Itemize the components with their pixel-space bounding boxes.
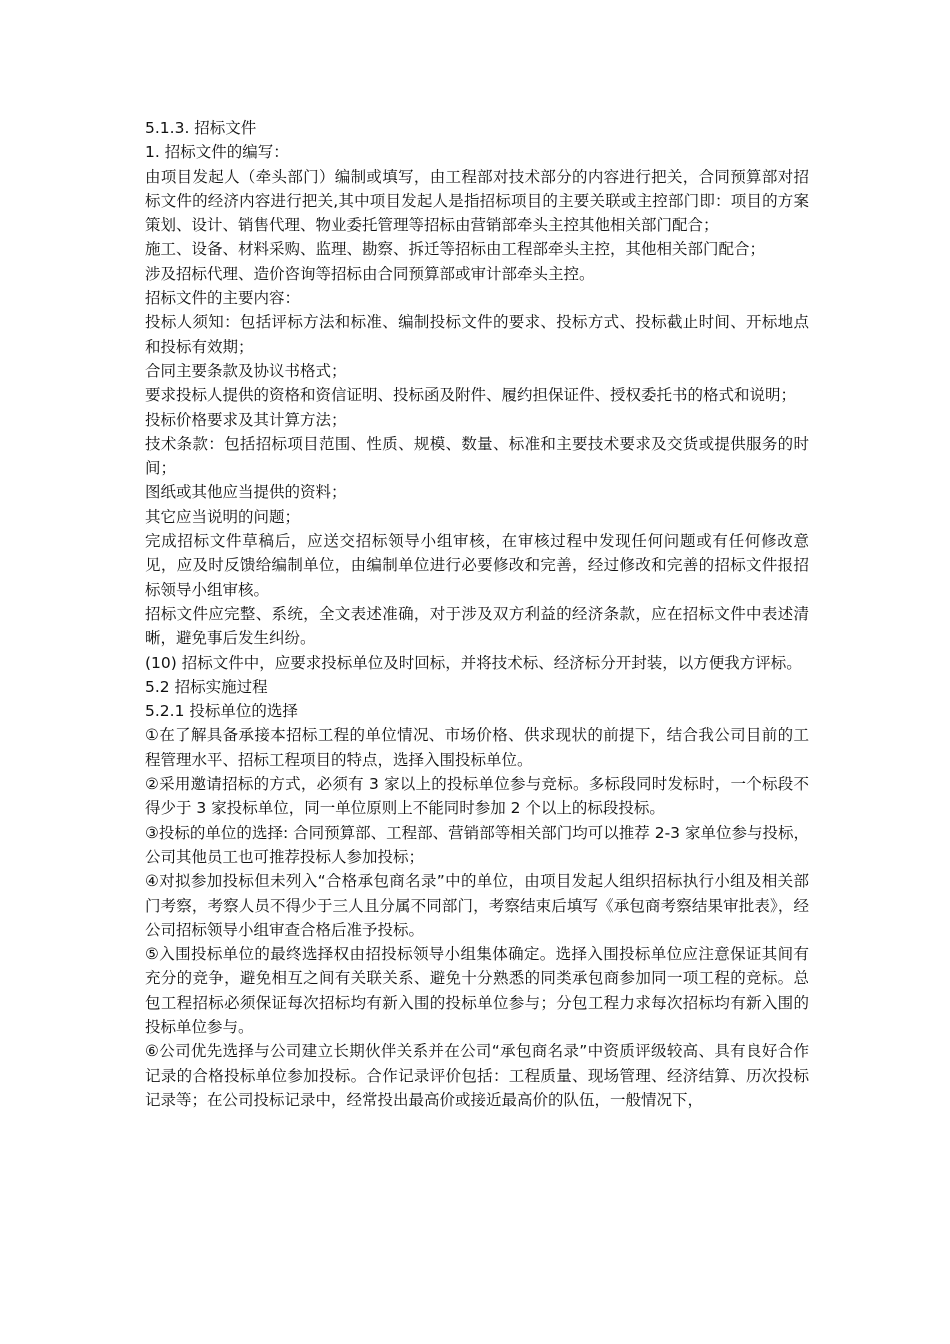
paragraph: 要求投标人提供的资格和资信证明、投标函及附件、履约担保证件、授权委托书的格式和说明；	[145, 386, 797, 405]
document-body	[145, 116, 809, 1112]
paragraph: (10) 招标文件中，应要求投标单位及时回标，并将技术标、经济标分开封装，以方便我方评标。	[145, 653, 802, 672]
paragraph: 招标文件应完整、系统，全文表述准确，对于涉及双方利益的经济条款，应在招标文件中表述清晰，避免事后发生纠纷。	[145, 604, 809, 648]
paragraph: 施工、设备、材料采购、监理、勘察、拆迁等招标由工程部牵头主控，其他相关部门配合；	[145, 240, 766, 259]
paragraph: 招标文件的主要内容：	[145, 289, 301, 308]
list-item: ①在了解具备承接本招标工程的单位情况、市场价格、供求现状的前提下，结合我公司目前的工程管理水平、招标工程项目的特点，选择入围投标单位。	[145, 726, 809, 769]
paragraph: 技术条款：包括招标项目范围、性质、规模、数量、标准和主要技术要求及交货或提供服务的时间；	[145, 434, 809, 478]
list-item: ⑥公司优先选择与公司建立长期伙伴关系并在公司“承包商名录”中资质评级较高、具有良好合作记录的合格投标单位参加投标。合作记录评价包括：工程质量、现场管理、经济结算、历次投标记录等；在公司投标记录中，经常投出最高价或接近最高价的队伍，一般情况下，	[145, 1042, 809, 1109]
list-item: ⑤入围投标单位的最终选择权由招投标领导小组集体确定。选择入围投标单位应注意保证其间有充分的竞争，避免相互之间有关联关系、避免十分熟悉的同类承包商参加同一项工程的竞标。总包工程招标必须保证每次招标均有新入围的投标单位参与；分包工程力求每次招标均有新入围的投标单位参与。	[145, 945, 809, 1036]
list-item: ②采用邀请招标的方式，必须有 3 家以上的投标单位参与竞标。多标段同时发标时，一个标段不得少于 3 家投标单位，同一单位原则上不能同时参加 2 个以上的标段投标。	[145, 775, 809, 818]
paragraph: 完成招标文件草稿后，应送交招标领导小组审核，在审核过程中发现任何问题或有任何修改意见，应及时反馈给编制单位，由编制单位进行必要修改和完善，经过修改和完善的招标文件报招标领导小组审核。	[145, 532, 809, 599]
section-heading-5-1-3: 5.1.3. 招标文件	[145, 119, 257, 137]
list-item: ④对拟参加投标但未列入“合格承包商名录”中的单位，由项目发起人组织招标执行小组及相关部门考察，考察人员不得少于三人且分属不同部门，考察结束后填写《承包商考察结果审批表》，经公司招标领导小组审查合格后准予投标。	[145, 872, 809, 939]
paragraph: 投标人须知：包括评标方法和标准、编制投标文件的要求、投标方式、投标截止时间、开标地点和投标有效期；	[145, 313, 809, 356]
section-heading-5-2: 5.2 招标实施过程	[145, 677, 268, 696]
paragraph: 合同主要条款及协议书格式；	[145, 361, 347, 380]
paragraph: 由项目发起人（牵头部门）编制或填写，由工程部对技术部分的内容进行把关，合同预算部对招标文件的经济内容进行把关,其中项目发起人是指招标项目的主要关联或主控部门即：项目的方案策划、设计、销售代理、物业委托管理等招标由营销部牵头主控其他相关部门配合；	[145, 167, 809, 235]
subheading-writing: 1. 招标文件的编写：	[145, 143, 289, 162]
section-heading-5-2-1: 5.2.1 投标单位的选择	[145, 702, 298, 721]
paragraph: 涉及招标代理、造价咨询等招标由合同预算部或审计部牵头主控。	[145, 264, 595, 283]
paragraph: 投标价格要求及其计算方法；	[145, 410, 347, 429]
paragraph: 其它应当说明的问题；	[145, 507, 301, 526]
list-item: ③投标的单位的选择: 合同预算部、工程部、营销部等相关部门均可以推荐 2-3 家单位参与投标，公司其他员工也可推荐投标人参加投标；	[145, 823, 809, 866]
paragraph: 图纸或其他应当提供的资料；	[145, 483, 347, 502]
